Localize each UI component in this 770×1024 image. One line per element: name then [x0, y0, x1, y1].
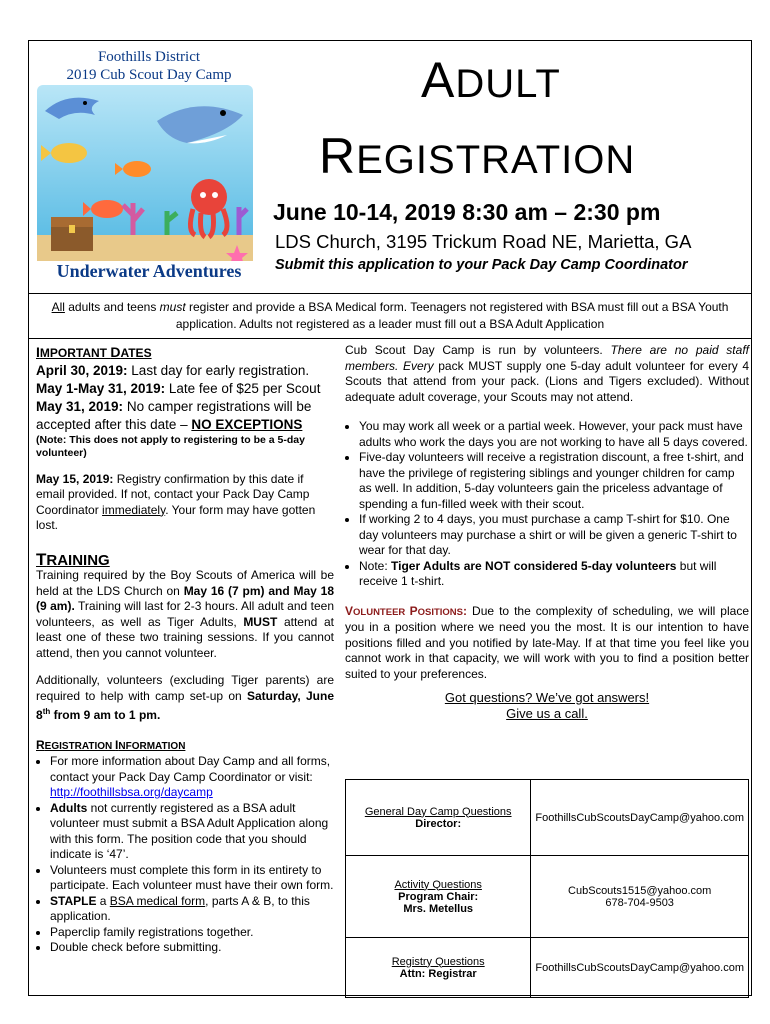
contact-info: [531, 938, 749, 998]
contact-label: Registry Questions Attn: Registrar: [346, 938, 531, 998]
daycamp-link[interactable]: http://foothillsbsa.org/daycamp: [50, 785, 213, 799]
underwater-illustration: [37, 85, 253, 261]
divider: [29, 338, 751, 339]
list-item: • STAPLE a BSA medical form, parts A & B, to this application.: [50, 894, 334, 925]
list-item: • If working 2 to 4 days, you must purchase a camp T-shirt for $10. One day volunteers may purchase a shirt or will be given a generic T-shirt to wear for that day.: [359, 512, 749, 559]
contact-label: Activity Questions Program Chair: Mrs. Metellus: [346, 856, 531, 938]
volunteer-intro: Cub Scout Day Camp is run by volunteers. There are no paid staff members. Every pack MUST supply one 5-day adult volunteer for every 4 Scouts that attend from your pack. (Lions and Tigers excluded). Without adequate adult coverage, your Scouts may not attend.: [345, 343, 749, 404]
divider: [29, 293, 751, 294]
date-early: April 30, 2019: Last day for early registration.: [36, 362, 310, 378]
contact-label: General Day Camp Questions Director:: [346, 780, 531, 856]
submit-instruction: Submit this application to your Pack Day Camp Coordinator: [275, 257, 688, 273]
list-item: • You may work all week or a partial week. However, your pack must have adults who work the days you are not working to have all 5 days covered.: [359, 419, 749, 450]
registration-notice: All adults and teens must register and provide a BSA Medical form. Teenagers not registered with BSA must fill out a BSA Youth application. Adults not registered as a leader must fill out a BSA Adult Application: [51, 300, 729, 331]
camp-year: 2019: [66, 67, 97, 83]
date-deadline: May 31, 2019: No camper registrations will be accepted after this date – NO EXCEPTIONS: [36, 398, 312, 432]
list-item: • Double check before submitting.: [50, 940, 334, 956]
registration-info-heading: REGISTRATION INFORMATION: [36, 737, 186, 752]
treasure-chest-icon: [51, 217, 93, 251]
contact-email[interactable]: FoothillsCubScoutsDayCamp@yahoo.com: [535, 811, 745, 824]
questions-line: Got questions? We’ve got answers!: [444, 690, 650, 705]
title-registration: REGISTRATION: [319, 128, 636, 184]
contact-email[interactable]: FoothillsCubScoutsDayCamp@yahoo.com: [535, 961, 745, 974]
important-dates-heading: IMPORTANT DATES: [36, 344, 152, 360]
training-heading: TRAINING: [36, 549, 110, 569]
camp-theme: Underwater Adventures: [56, 261, 242, 281]
camp-location: LDS Church, 3195 Trickum Road NE, Marietta, GA: [275, 231, 692, 252]
camp-logo: [33, 45, 265, 285]
contact-email[interactable]: CubScouts1515@yahoo.com: [568, 884, 712, 897]
list-item: • Note: Tiger Adults are NOT considered 5-day volunteers but will receive 1 t-shirt.: [359, 559, 749, 590]
contact-info: [531, 856, 749, 938]
medical-form-link[interactable]: BSA medical form: [109, 893, 206, 908]
list-item: • Adults not currently registered as a BSA adult volunteer must submit a BSA Adult Application along with this form. The position code that you should indicate is ‘47’.: [50, 801, 334, 863]
volunteer-list: [345, 419, 749, 590]
contact-phone: 678-704-9503: [605, 896, 674, 909]
left-column: [36, 345, 334, 956]
district-name: Foothills District: [97, 49, 201, 65]
list-item: • Volunteers must complete this form in its entirety to participate. Each volunteer must have their own form.: [50, 863, 334, 894]
contacts-table: [345, 779, 749, 998]
date-confirmation: May 15, 2019: Registry confirmation by this date if email provided. If not, contact your Pack Day Camp Coordinator immediately. Your form may have gotten lost.: [36, 471, 316, 532]
contact-info: [531, 780, 749, 856]
registration-info-list: [36, 754, 334, 956]
list-item: • For more information about Day Camp and all forms, contact your Pack Day Camp Coordinator or visit: http://foothillsbsa.org/daycamp: [50, 754, 334, 801]
date-late-fee: May 1-May 31, 2019: Late fee of $25 per Scout: [36, 380, 321, 396]
right-column: [345, 343, 749, 721]
camp-name-line: [33, 67, 265, 84]
list-item: • Five-day volunteers will receive a registration discount, a free t-shirt, and have the privilege of registering siblings and younger children for camp as well. In addition, 5-day volunteers gain the priceless advantage of spending a fun-filled week with their scout.: [359, 450, 749, 512]
volunteer-positions: VOLUNTEER POSITIONS: Due to the complexity of scheduling, we will place you in a position where we need you the most. It is our intention to have positions filled and you notified by late-May. If at that time you feel like you cannot work in that capacity, we will work with you to find a position better suited to your preferences.: [345, 603, 749, 681]
call-line: Give us a call.: [506, 705, 588, 721]
five-day-note: (Note: This does not apply to registering to be a 5-day volunteer): [36, 433, 305, 459]
list-item: • Paperclip family registrations together.: [50, 925, 334, 941]
camp-name: Cub Scout Day Camp: [100, 67, 232, 83]
camp-dates: June 10-14, 2019 8:30 am – 2:30 pm: [273, 199, 661, 225]
training-paragraph: Training required by the Boy Scouts of America will be held at the LDS Church on May 16 (7 pm) and May 18 (9 am). Training will last for 2-3 hours. All adult and teen volunteers, as well as Tiger Adults, MUST attend at least one of these two training sessions. If you cannot attend, then you cannot volunteer.: [36, 568, 335, 660]
setup-paragraph: Additionally, volunteers (excluding Tiger parents) are required to help with camp set-up on Saturday, June 8th from 9 am to 1 pm.: [36, 673, 334, 722]
table-row: [346, 938, 749, 998]
title-adult: ADULT: [421, 52, 561, 108]
table-row: [346, 780, 749, 856]
table-row: [346, 856, 749, 938]
registration-form: [28, 40, 752, 996]
